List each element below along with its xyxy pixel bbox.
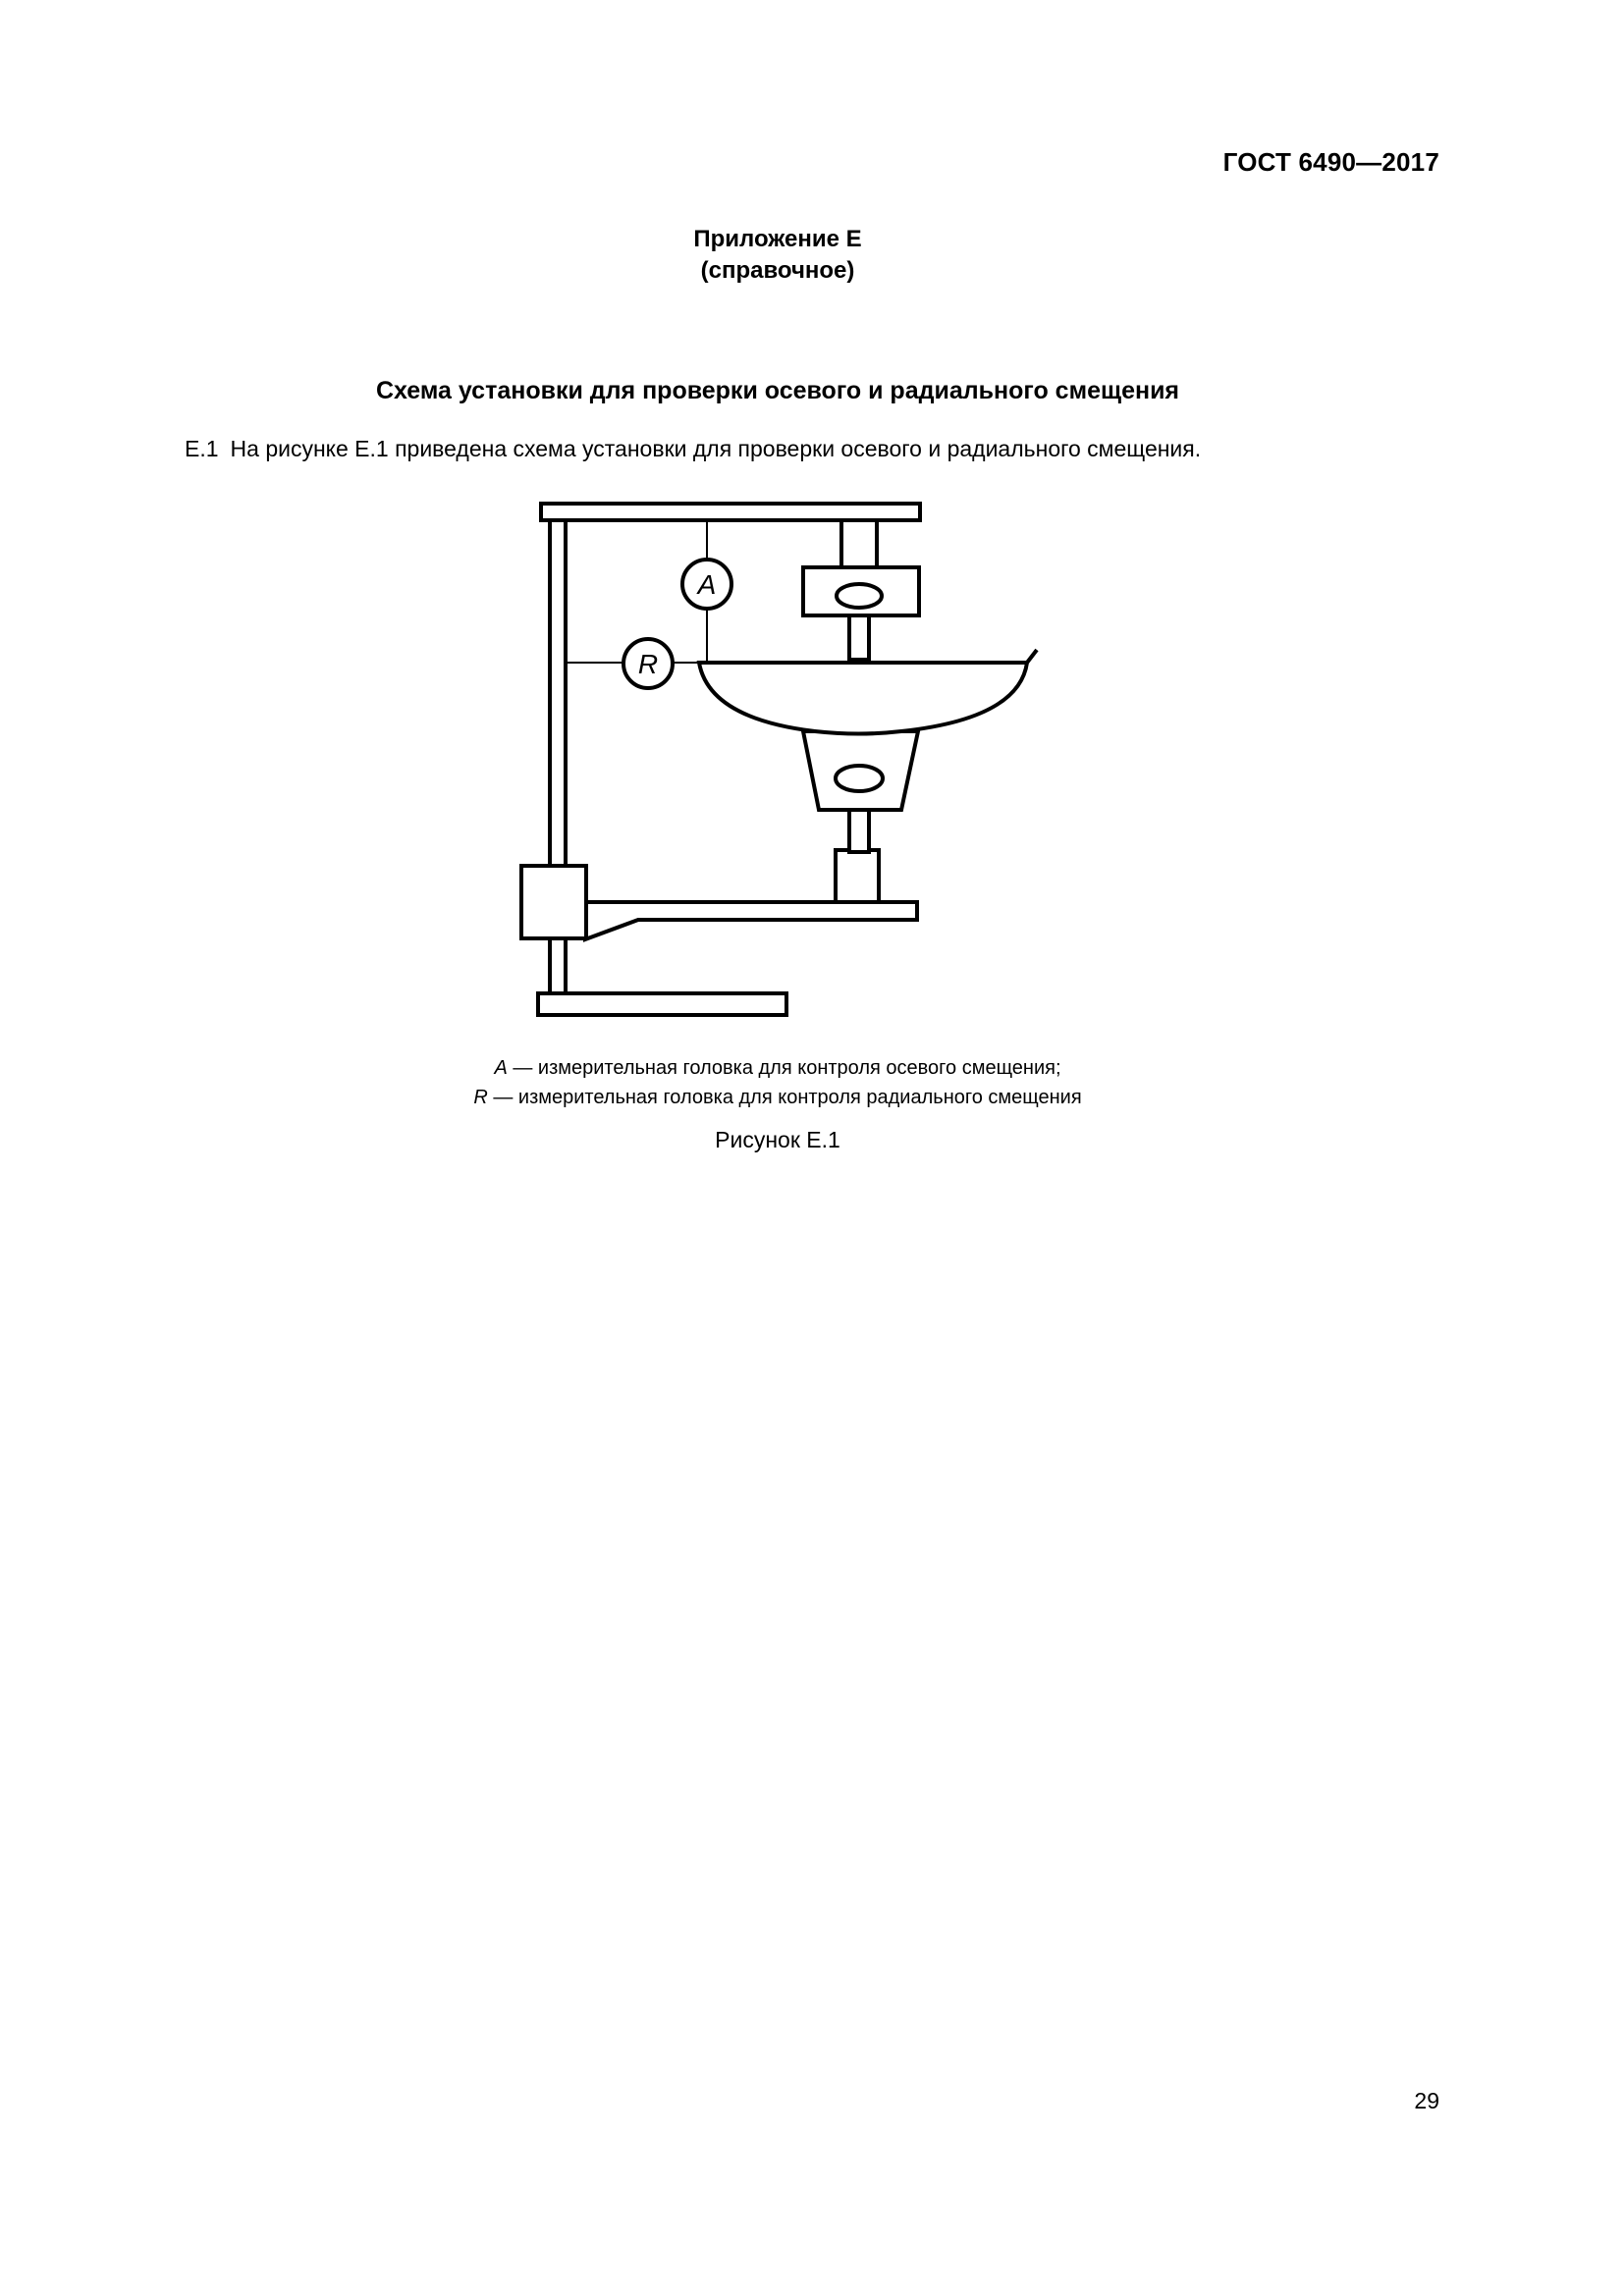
legend-text-a: — измерительная головка для контроля осевого смещения; — [507, 1057, 1061, 1079]
appendix-title: Приложение Е — [693, 226, 862, 252]
gauge-r — [623, 639, 673, 688]
gauge-r-label: R — [637, 649, 659, 679]
paragraph-number: Е.1 — [185, 436, 219, 461]
legend-symbol-a: A — [494, 1057, 508, 1079]
document-id: ГОСТ 6490—2017 — [1222, 147, 1439, 177]
upper-bearing — [837, 584, 882, 608]
lower-support-block — [836, 850, 879, 902]
appendix-heading — [0, 224, 1555, 287]
legend-symbol-r: R — [473, 1087, 488, 1108]
legend-row-a — [0, 1053, 1555, 1083]
bowl-lip — [1027, 650, 1037, 663]
gauge-a-label: A — [697, 569, 717, 600]
figure-legend — [0, 1053, 1555, 1112]
legend-row-r — [0, 1083, 1555, 1112]
paragraph-text: На рисунке Е.1 приведена схема установки для проверки осевого и радиального смещения. — [230, 436, 1202, 461]
section-title: Схема установки для проверки осевого и радиального смещения — [375, 377, 1180, 404]
legend-text-r: — измерительная головка для контроля радиального смещения — [487, 1087, 1082, 1108]
bowl-workpiece — [699, 663, 1027, 734]
upper-holder — [841, 520, 877, 569]
gauge-a — [682, 560, 731, 609]
lower-arm — [585, 902, 917, 939]
figure-e1-diagram — [491, 491, 1080, 1041]
paragraph-e1 — [185, 436, 1201, 462]
top-plate — [541, 504, 920, 520]
lower-bearing — [836, 766, 883, 791]
page-number: 29 — [1414, 2088, 1439, 2113]
test-rig-schematic — [491, 491, 1080, 1041]
base-plate — [538, 993, 786, 1015]
figure-caption: Рисунок Е.1 — [715, 1127, 840, 1152]
appendix-subtitle: (справочное) — [700, 257, 855, 284]
column-clamp — [521, 866, 586, 938]
